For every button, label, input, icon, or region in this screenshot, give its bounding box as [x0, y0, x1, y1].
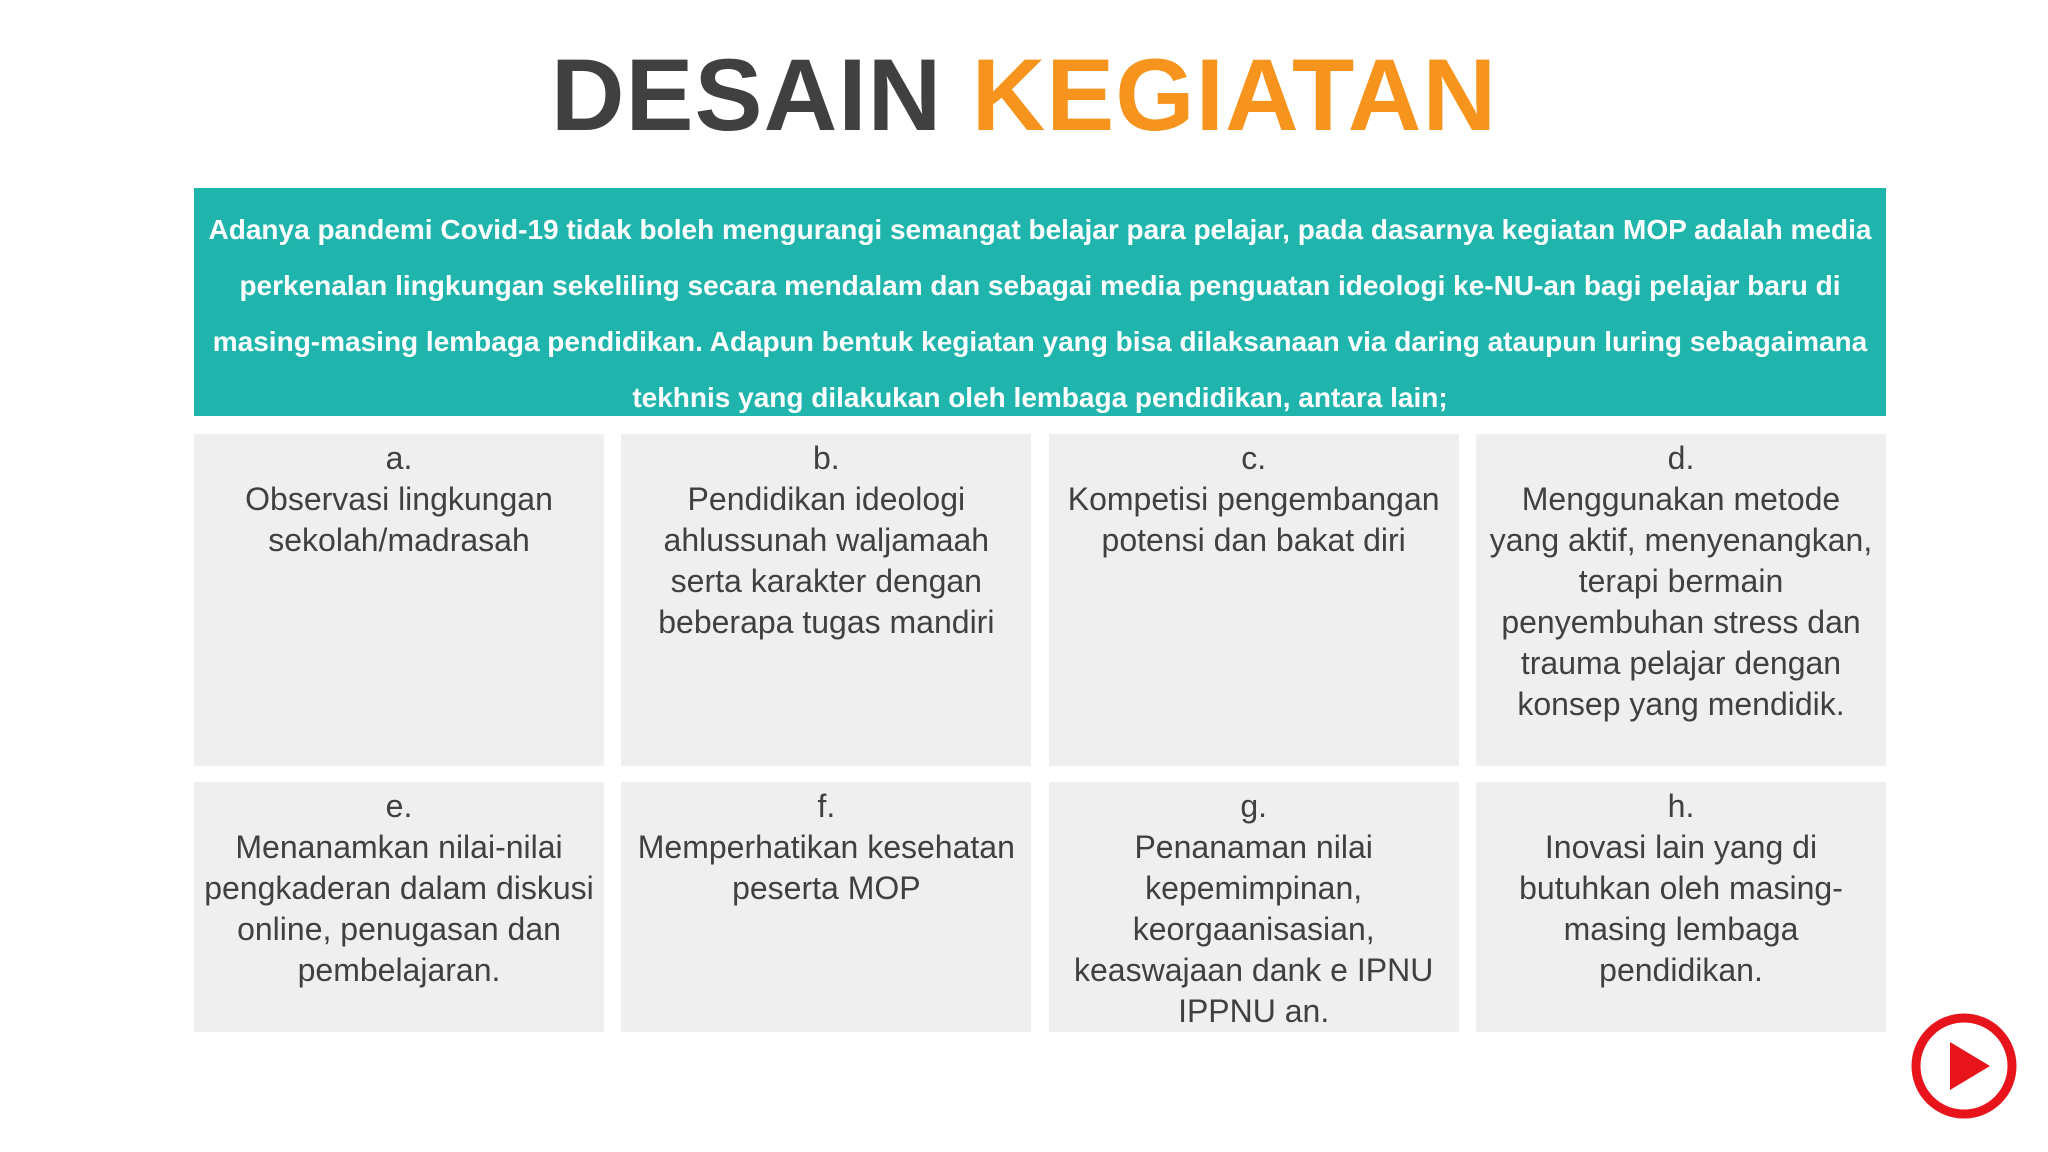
activity-card-b [621, 434, 1031, 766]
card-letter: c. [1241, 440, 1267, 476]
card-letter: a. [385, 440, 413, 476]
card-letter: f. [817, 788, 836, 824]
activity-card-h [1476, 782, 1886, 1032]
activity-card-d [1476, 434, 1886, 766]
card-text: Observasi lingkungan sekolah/madrasah [245, 481, 553, 558]
activity-card-f [621, 782, 1031, 1032]
play-circle-icon[interactable] [1910, 1012, 2018, 1120]
activity-card-e [194, 782, 604, 1032]
title-part-kegiatan: KEGIATAN [971, 38, 1498, 152]
card-letter: g. [1240, 788, 1267, 824]
intro-paragraph: Adanya pandemi Covid-19 tidak boleh mengurangi semangat belajar para pelajar, pada dasarnya kegiatan MOP adalah media perkenalan lingkungan sekeliling secara mendalam dan sebagai media penguatan ideologi ke-NU-an bagi pelajar baru di masing-masing lembaga pendidikan. Adapun bentuk kegiatan yang bisa dilaksanaan via daring ataupun luring sebagaimana tekhnis yang dilakukan oleh lembaga pendidikan, antara lain; [194, 188, 1886, 416]
card-letter: d. [1667, 440, 1695, 476]
title-part-desain: DESAIN [550, 38, 943, 152]
card-text: Inovasi lain yang di butuhkan oleh masing-masing lembaga pendidikan. [1519, 829, 1843, 988]
activity-grid [194, 434, 1886, 1032]
card-text: Menanamkan nilai-nilai pengkaderan dalam diskusi online, penugasan dan pembelajaran. [204, 829, 594, 988]
activity-card-c [1049, 434, 1459, 766]
card-text: Penanaman nilai kepemimpinan, keorgaanisasian, keaswajaan dank e IPNU IPPNU an. [1074, 829, 1434, 1029]
slide-title [0, 40, 2048, 150]
card-text: Kompetisi pengembangan potensi dan bakat diri [1067, 481, 1440, 558]
card-letter: h. [1667, 788, 1695, 824]
card-letter: b. [812, 440, 840, 476]
activity-card-a [194, 434, 604, 766]
card-letter: e. [385, 788, 413, 824]
activity-card-g [1049, 782, 1459, 1032]
card-text: Pendidikan ideologi ahlussunah waljamaah serta karakter dengan beberapa tugas mandiri [658, 481, 995, 640]
card-text: Menggunakan metode yang aktif, menyenangkan, terapi bermain penyembuhan stress dan trauma pelajar dengan konsep yang mendidik. [1489, 481, 1873, 722]
card-text: Memperhatikan kesehatan peserta MOP [637, 829, 1015, 906]
